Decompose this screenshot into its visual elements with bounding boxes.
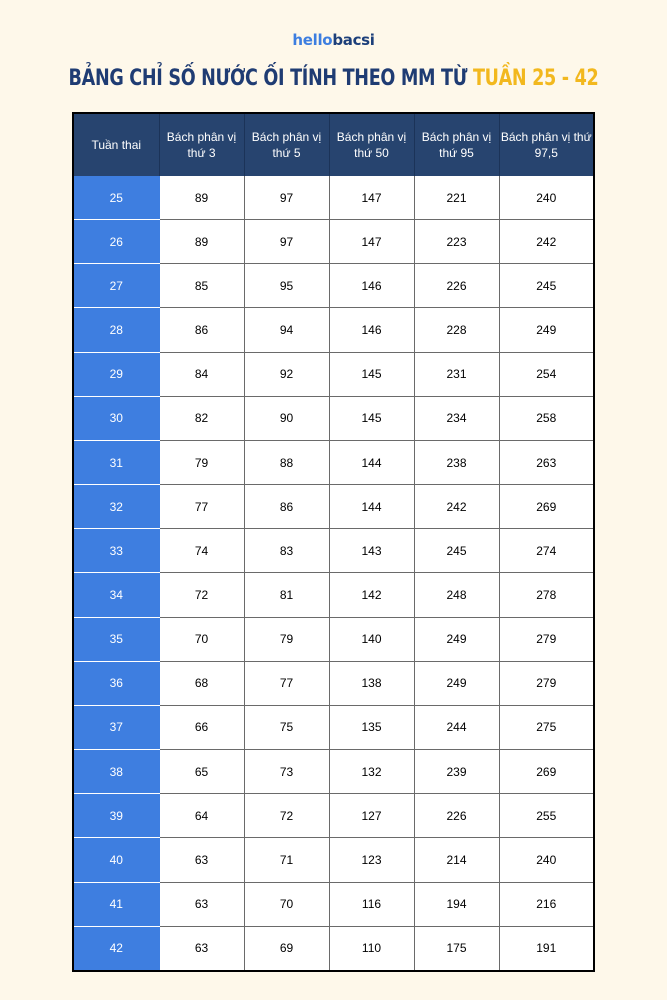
week-cell: 31 <box>74 440 159 484</box>
table-row <box>74 220 593 264</box>
value-cell: 249 <box>499 308 593 352</box>
value-cell: 244 <box>414 705 499 749</box>
value-cell: 249 <box>414 617 499 661</box>
value-cell: 85 <box>159 264 244 308</box>
week-cell: 25 <box>74 176 159 220</box>
table-row <box>74 617 593 661</box>
value-cell: 110 <box>329 926 414 970</box>
value-cell: 226 <box>414 264 499 308</box>
value-cell: 214 <box>414 838 499 882</box>
value-cell: 216 <box>499 882 593 926</box>
value-cell: 70 <box>159 617 244 661</box>
value-cell: 63 <box>159 882 244 926</box>
value-cell: 278 <box>499 573 593 617</box>
week-cell: 39 <box>74 794 159 838</box>
table-row <box>74 529 593 573</box>
value-cell: 79 <box>159 440 244 484</box>
value-cell: 79 <box>244 617 329 661</box>
value-cell: 269 <box>499 750 593 794</box>
week-cell: 42 <box>74 926 159 970</box>
value-cell: 84 <box>159 352 244 396</box>
table-row <box>74 794 593 838</box>
value-cell: 77 <box>244 661 329 705</box>
value-cell: 242 <box>499 220 593 264</box>
value-cell: 144 <box>329 440 414 484</box>
value-cell: 249 <box>414 661 499 705</box>
amniotic-fluid-table-container <box>72 112 595 972</box>
value-cell: 279 <box>499 661 593 705</box>
table-row <box>74 838 593 882</box>
value-cell: 86 <box>159 308 244 352</box>
value-cell: 221 <box>414 176 499 220</box>
value-cell: 97 <box>244 176 329 220</box>
value-cell: 143 <box>329 529 414 573</box>
value-cell: 73 <box>244 750 329 794</box>
value-cell: 275 <box>499 705 593 749</box>
week-cell: 37 <box>74 705 159 749</box>
week-cell: 34 <box>74 573 159 617</box>
value-cell: 242 <box>414 485 499 529</box>
week-cell: 33 <box>74 529 159 573</box>
value-cell: 239 <box>414 750 499 794</box>
value-cell: 254 <box>499 352 593 396</box>
value-cell: 127 <box>329 794 414 838</box>
value-cell: 226 <box>414 794 499 838</box>
week-cell: 29 <box>74 352 159 396</box>
value-cell: 147 <box>329 176 414 220</box>
value-cell: 71 <box>244 838 329 882</box>
value-cell: 97 <box>244 220 329 264</box>
value-cell: 86 <box>244 485 329 529</box>
column-header: Bách phân vị thứ 97,5 <box>499 114 593 176</box>
week-cell: 41 <box>74 882 159 926</box>
value-cell: 223 <box>414 220 499 264</box>
logo-part-hello: hello <box>292 31 333 49</box>
table-row <box>74 440 593 484</box>
value-cell: 70 <box>244 882 329 926</box>
value-cell: 92 <box>244 352 329 396</box>
week-cell: 35 <box>74 617 159 661</box>
value-cell: 123 <box>329 838 414 882</box>
table-body <box>74 176 593 970</box>
value-cell: 89 <box>159 176 244 220</box>
value-cell: 72 <box>159 573 244 617</box>
table-row <box>74 264 593 308</box>
value-cell: 74 <box>159 529 244 573</box>
value-cell: 245 <box>414 529 499 573</box>
value-cell: 82 <box>159 396 244 440</box>
value-cell: 255 <box>499 794 593 838</box>
value-cell: 88 <box>244 440 329 484</box>
value-cell: 145 <box>329 352 414 396</box>
brand-logo <box>0 31 667 49</box>
value-cell: 138 <box>329 661 414 705</box>
column-header: Tuần thai <box>74 114 159 176</box>
column-header: Bách phân vị thứ 50 <box>329 114 414 176</box>
page-title <box>67 62 601 96</box>
column-header: Bách phân vị thứ 95 <box>414 114 499 176</box>
value-cell: 144 <box>329 485 414 529</box>
value-cell: 274 <box>499 529 593 573</box>
value-cell: 68 <box>159 661 244 705</box>
week-cell: 28 <box>74 308 159 352</box>
value-cell: 231 <box>414 352 499 396</box>
week-cell: 40 <box>74 838 159 882</box>
value-cell: 69 <box>244 926 329 970</box>
week-cell: 27 <box>74 264 159 308</box>
value-cell: 240 <box>499 838 593 882</box>
value-cell: 194 <box>414 882 499 926</box>
table-row <box>74 926 593 970</box>
value-cell: 132 <box>329 750 414 794</box>
value-cell: 245 <box>499 264 593 308</box>
table-row <box>74 352 593 396</box>
value-cell: 146 <box>329 308 414 352</box>
table-header-row <box>74 114 593 176</box>
value-cell: 72 <box>244 794 329 838</box>
table-row <box>74 176 593 220</box>
value-cell: 81 <box>244 573 329 617</box>
table-row <box>74 705 593 749</box>
value-cell: 63 <box>159 838 244 882</box>
value-cell: 269 <box>499 485 593 529</box>
value-cell: 234 <box>414 396 499 440</box>
value-cell: 135 <box>329 705 414 749</box>
value-cell: 142 <box>329 573 414 617</box>
table-row <box>74 485 593 529</box>
value-cell: 65 <box>159 750 244 794</box>
value-cell: 95 <box>244 264 329 308</box>
week-cell: 38 <box>74 750 159 794</box>
logo-part-bacsi: bacsi <box>332 31 375 49</box>
value-cell: 140 <box>329 617 414 661</box>
week-cell: 30 <box>74 396 159 440</box>
value-cell: 228 <box>414 308 499 352</box>
value-cell: 116 <box>329 882 414 926</box>
value-cell: 263 <box>499 440 593 484</box>
table-row <box>74 308 593 352</box>
value-cell: 94 <box>244 308 329 352</box>
title-highlight: TUẦN 25 - 42 <box>472 66 599 91</box>
value-cell: 147 <box>329 220 414 264</box>
value-cell: 279 <box>499 617 593 661</box>
value-cell: 248 <box>414 573 499 617</box>
value-cell: 240 <box>499 176 593 220</box>
value-cell: 77 <box>159 485 244 529</box>
week-cell: 26 <box>74 220 159 264</box>
value-cell: 258 <box>499 396 593 440</box>
column-header: Bách phân vị thứ 5 <box>244 114 329 176</box>
value-cell: 63 <box>159 926 244 970</box>
week-cell: 32 <box>74 485 159 529</box>
value-cell: 66 <box>159 705 244 749</box>
table-row <box>74 661 593 705</box>
value-cell: 145 <box>329 396 414 440</box>
week-cell: 36 <box>74 661 159 705</box>
value-cell: 146 <box>329 264 414 308</box>
table-row <box>74 882 593 926</box>
title-main: BẢNG CHỈ SỐ NƯỚC ỐI TÍNH THEO MM TỪ <box>68 66 468 91</box>
value-cell: 175 <box>414 926 499 970</box>
column-header: Bách phân vị thứ 3 <box>159 114 244 176</box>
value-cell: 191 <box>536 941 557 956</box>
value-cell: 238 <box>414 440 499 484</box>
table-row <box>74 573 593 617</box>
value-cell: 89 <box>159 220 244 264</box>
table-row <box>74 396 593 440</box>
table-row <box>74 750 593 794</box>
value-cell: 64 <box>159 794 244 838</box>
value-cell: 75 <box>244 705 329 749</box>
amniotic-fluid-table <box>74 114 593 970</box>
value-cell: 83 <box>244 529 329 573</box>
value-cell: 90 <box>244 396 329 440</box>
